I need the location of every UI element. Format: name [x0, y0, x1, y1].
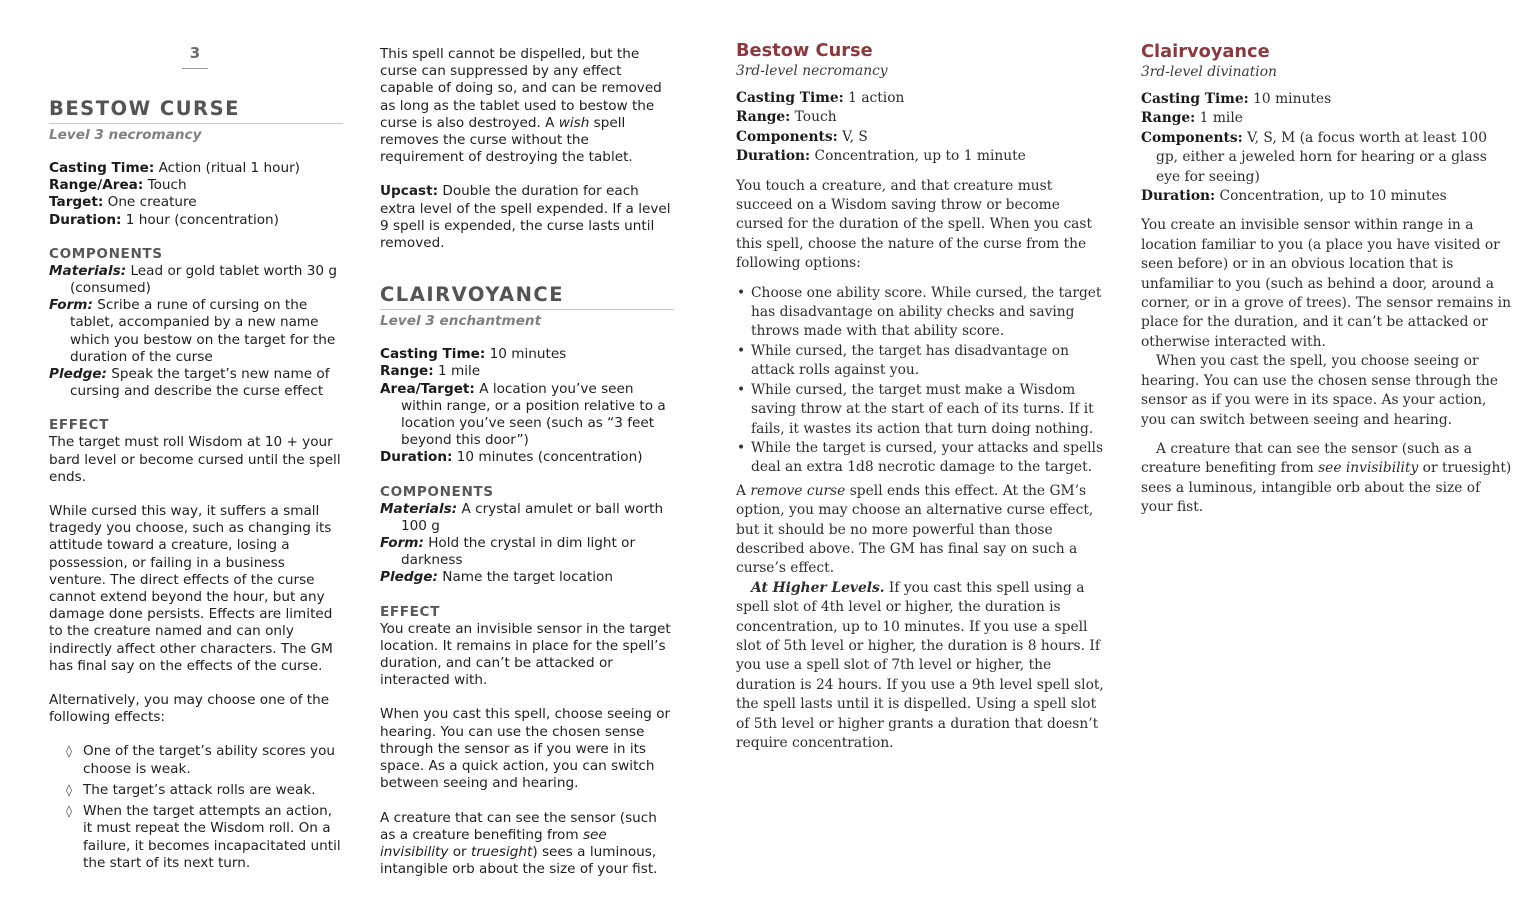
- stat-range-area: Range/Area: Touch: [49, 177, 187, 194]
- components-heading: COMPONENTS: [49, 245, 163, 262]
- effect-paragraph: When you cast this spell, choose seeing or hearing. You can use the chosen sense through the sensor as if you were in its space. As a quick action, you can switch between seeing and hearing.: [380, 706, 671, 792]
- stat-duration: Duration: Concentration, up to 1 minute: [736, 148, 1026, 165]
- component-form: Form: Hold the crystal in dim light or darkness: [380, 535, 636, 569]
- list-item: ◊ The target’s attack rolls are weak.: [83, 782, 343, 799]
- effect-paragraph: A creature that can see the sensor (such as a creature benefiting from see invisibility or truesight) sees a luminous, intangible orb about the size of your fist.: [380, 809, 658, 878]
- left-page-column-1: [49, 97, 343, 876]
- remove-curse-paragraph: A remove curse spell ends this effect. At the GM’s option, you may choose an alternative curse effect, but it should be no more powerful than those described above. The GM has final say on such a curse’s effect.: [736, 482, 1094, 577]
- title-rule: [380, 309, 674, 310]
- description-paragraph: You create an invisible sensor within range in a location familiar to you (a place you have visited or seen before) or in an obvious location that is unfamiliar to you (such as behind a door, around a corner, or in a grove of trees). The sensor remains in place for the duration, and it can’t be attacked or otherwise interacted with.: [1141, 217, 1511, 350]
- list-item: • Choose one ability score. While cursed, the target has disadvantage on ability checks and saving throws made with that ability score.: [751, 284, 1108, 342]
- spell-subtitle: 3rd-level divination: [1141, 64, 1277, 80]
- effect-options-list: [49, 743, 343, 871]
- stat-range: Range: 1 mile: [380, 363, 481, 380]
- stat-casting-time: Casting Time: Action (ritual 1 hour): [49, 160, 300, 176]
- page-number: 3: [189, 44, 201, 62]
- higher-levels-paragraph: At Higher Levels. If you cast this spell using a spell slot of 4th level or higher, the duration is concentration, up to 10 minutes. If you use a spell slot of 5th level or higher, the duration is 8 hours. If you use a spell slot of 7th level or higher, the duration is 24 hours. If you use a 9th level spell slot, the spell lasts until it is dispelled. Using a spell slot of 5th level or higher grants a duration that doesn’t require concentration.: [736, 579, 1104, 751]
- stat-casting-time: Casting Time: 10 minutes: [1141, 91, 1332, 107]
- stat-casting-time: Casting Time: 1 action: [736, 90, 905, 106]
- spell-title-clairvoyance: CLAIRVOYANCE: [380, 283, 565, 307]
- component-pledge: Pledge: Name the target location: [380, 569, 613, 586]
- list-item: • While cursed, the target has disadvantage on attack rolls against you.: [751, 342, 1108, 381]
- effect-paragraph: While cursed this way, it suffers a small tragedy you choose, such as changing its attitude toward a creature, losing a possession, or failing in a business venture. The direct effects of the curse cannot extend beyond the hour, but any damage done persists. Effects are limited to the creature named and can only indirectly affect other characters. The GM has final say on the effects of the curse.: [49, 503, 333, 674]
- continued-paragraph: This spell cannot be dispelled, but the curse can suppressed by any effect capable of doing so, and can be removed as long as the tablet used to bestow the curse is also destroyed. A wish spell removes the curse without the requirement of destroying the tablet.: [380, 46, 662, 166]
- stat-range: Range: 1 mile: [1141, 110, 1243, 127]
- list-item: ◊ When the target attempts an action, it must repeat the Wisdom roll. On a failure, it becomes incapacitated until the start of its next turn.: [83, 803, 343, 872]
- stat-range: Range: Touch: [736, 109, 837, 126]
- components-heading: COMPONENTS: [380, 483, 494, 500]
- list-item: ◊ One of the target’s ability scores you choose is weak.: [83, 743, 343, 777]
- stat-duration: Duration: 1 hour (concentration): [49, 211, 279, 228]
- stat-area-target: Area/Target: A location you’ve seen within range, or a position relative to a location you’ve seen (such as “3 feet beyond this door”): [380, 380, 666, 449]
- component-form: Form: Scribe a rune of cursing on the tablet, accompanied by a new name which you bestow on the target for the duration of the curse: [49, 297, 336, 365]
- spell-subtitle: Level 3 necromancy: [49, 127, 202, 143]
- stat-components: Components: V, S: [736, 128, 868, 145]
- list-item: • While cursed, the target must make a Wisdom saving throw at the start of each of its turns. If it fails, it wastes its action that turn doing nothing.: [751, 381, 1108, 439]
- spell-subtitle: Level 3 enchantment: [380, 313, 542, 330]
- left-page-column-2: [380, 46, 674, 878]
- description-paragraph: A creature that can see the sensor (such as a creature benefiting from see invisibility or truesight) sees a luminous, intangible orb about the size of your fist.: [1141, 440, 1512, 516]
- title-rule: [49, 123, 343, 124]
- spell-subtitle: 3rd-level necromancy: [736, 63, 888, 79]
- effect-heading: EFFECT: [380, 603, 440, 620]
- stat-components: Components: V, S, M (a focus worth at least 100 gp, either a jeweled horn for hearing or a glass eye for seeing): [1141, 129, 1487, 185]
- curse-options-list: [736, 284, 1108, 478]
- spell-title-bestow-curse: Bestow Curse: [736, 40, 873, 61]
- right-page-column-1: [736, 40, 1108, 753]
- upcast-paragraph: Upcast: Double the duration for each extra level of the spell expended. If a level 9 spell is expended, the curse lasts until removed.: [380, 183, 671, 252]
- component-materials: Materials: Lead or gold tablet worth 30 g (consumed): [49, 262, 337, 297]
- right-page-column-2: [1141, 41, 1513, 518]
- intro-paragraph: You touch a creature, and that creature must succeed on a Wisdom saving throw or become cursed for the duration of the spell. When you cast this spell, choose the nature of the curse from the following options:: [736, 177, 1093, 272]
- page-number-rule: [182, 68, 208, 69]
- effect-paragraph: Alternatively, you may choose one of the following effects:: [49, 692, 330, 726]
- spell-title-clairvoyance: Clairvoyance: [1141, 41, 1270, 62]
- stat-duration: Duration: 10 minutes (concentration): [380, 449, 643, 466]
- description-paragraph: When you cast the spell, you choose seeing or hearing. You can use the chosen sense through the sensor as if you were in its space. As your action, you can switch between seeing and hearing.: [1141, 353, 1499, 428]
- effect-paragraph: The target must roll Wisdom at 10 + your bard level or become cursed until the spell ends.: [49, 434, 341, 485]
- effect-heading: EFFECT: [49, 417, 109, 434]
- stat-casting-time: Casting Time: 10 minutes: [380, 346, 567, 363]
- stat-target: Target: One creature: [49, 194, 197, 211]
- spell-title-bestow-curse: BESTOW CURSE: [49, 97, 240, 120]
- component-materials: Materials: A crystal amulet or ball worth 100 g: [380, 500, 664, 534]
- effect-paragraph: You create an invisible sensor in the target location. It remains in place for the spell’s duration, and can’t be attacked or interacted with.: [380, 620, 671, 689]
- component-pledge: Pledge: Speak the target’s new name of cursing and describe the curse effect: [49, 366, 330, 400]
- stat-duration: Duration: Concentration, up to 10 minutes: [1141, 188, 1447, 205]
- list-item: • While the target is cursed, your attacks and spells deal an extra 1d8 necrotic damage to the target.: [751, 439, 1108, 478]
